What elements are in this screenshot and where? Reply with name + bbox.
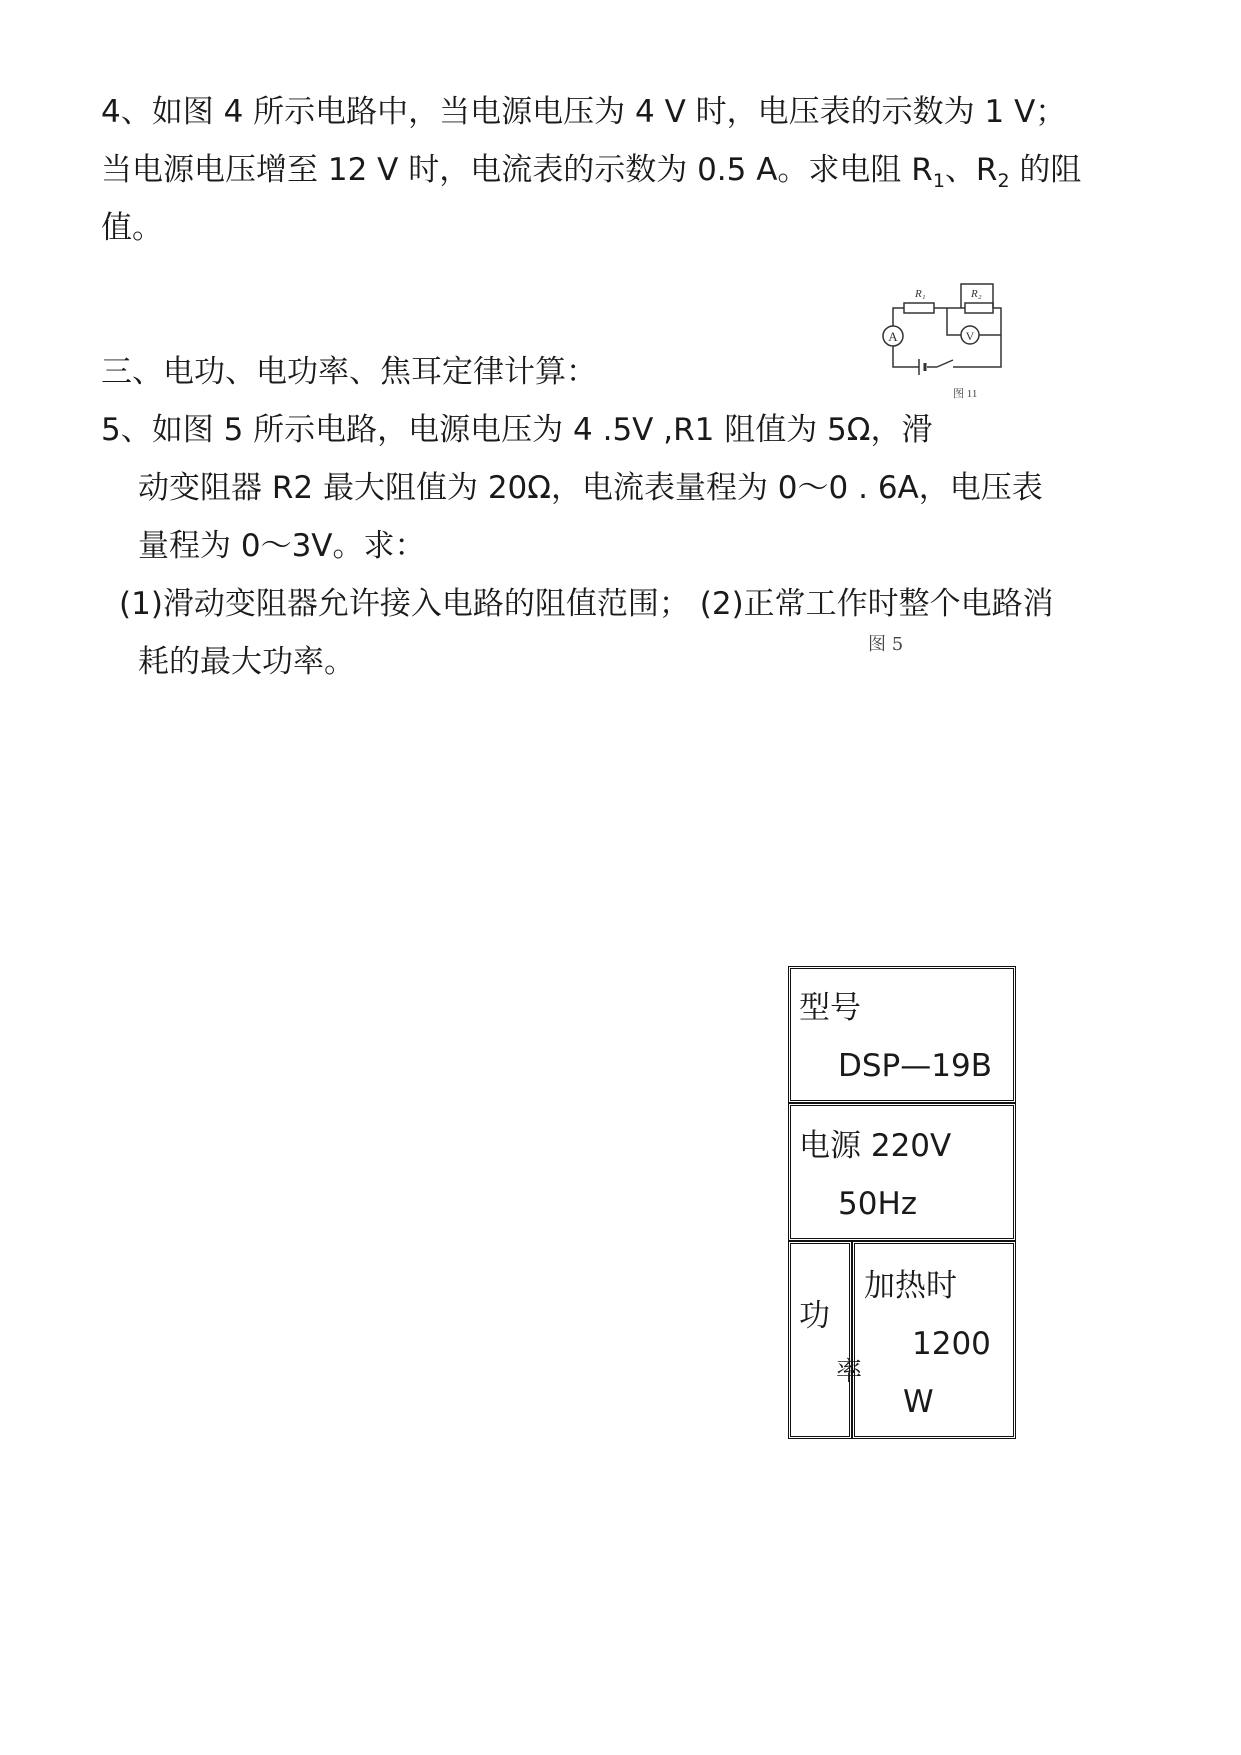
power-label: 功 (799, 1298, 830, 1334)
q5-line-5: 耗的最大功率。 (138, 644, 355, 680)
figure-11-caption: 图 11 (953, 388, 978, 400)
heating-value: 1200 (912, 1326, 991, 1362)
r2-subscript: 2 (997, 170, 1010, 192)
q4-line-3: 值。 (101, 210, 163, 246)
q5-line-2: 动变阻器 R2 最大阻值为 20Ω，电流表量程为 0～0 . 6A，电压表 (138, 470, 1043, 506)
q5-line-1: 5、如图 5 所示电路，电源电压为 4 .5V ,R1 阻值为 5Ω，滑 (101, 412, 933, 448)
spec-cell-power-label (788, 1241, 863, 1439)
heating-unit: W (903, 1384, 934, 1420)
r1-label: R₁ (915, 288, 926, 300)
r1-subscript: 1 (932, 170, 945, 192)
voltmeter-label: V (965, 329, 975, 343)
power-supply-frequency: 50Hz (838, 1186, 918, 1222)
figure-5-caption: 图 5 (868, 634, 904, 655)
section-3-heading: 三、电功、电功率、焦耳定律计算： (101, 354, 597, 390)
circuit-figure-11 (875, 280, 1005, 402)
r2-label: R₂ (971, 288, 982, 300)
q4-line-2-sep: 、R (944, 152, 998, 188)
ammeter-label: A (888, 329, 898, 344)
q5-line-4: (1)滑动变阻器允许接入电路的阻值范围； (2)正常工作时整个电路消 (119, 586, 1054, 622)
q4-line-2 (101, 150, 1081, 190)
model-value: DSP—19B (838, 1048, 992, 1084)
q4-line-2-end: 的阻 (1009, 152, 1082, 188)
model-label: 型号 (799, 990, 861, 1026)
q4-line-2-text: 当电源电压增至 12 V 时，电流表的示数为 0.5 A。求电阻 R (101, 152, 933, 188)
heating-label: 加热时 (864, 1268, 957, 1304)
q5-line-3: 量程为 0～3V。求： (138, 528, 426, 564)
power-supply-label: 电源 220V (799, 1128, 952, 1164)
q4-line-1: 4、如图 4 所示电路中，当电源电压为 4 V 时，电压表的示数为 1 V； (101, 94, 1067, 130)
power-label-cut: 率 (836, 1357, 863, 1387)
